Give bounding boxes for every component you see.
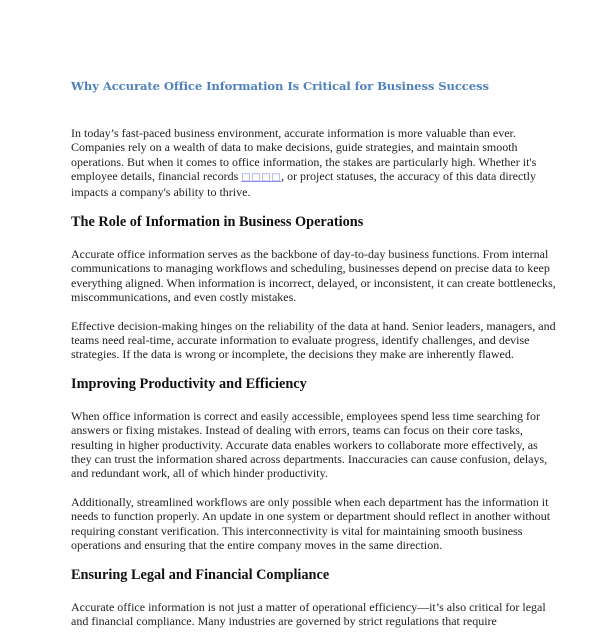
financial-records-link[interactable]: □□□□ (241, 171, 282, 183)
section-paragraph: Accurate office information is not just a matter of operational efficiency—it’s also critical for legal and financial compliance. Many industries are governed by strict regulations that require (71, 599, 546, 629)
section-paragraph: When office information is correct and easily accessible, employees spend less time searching for answers or fixing mistakes. Instead of dealing with errors, teams can focus on their core tasks, resulting in higher productivity. Accurate data enables workers to collaborate more effectively, as they can trust the information shared across departments. Inaccuracies can cause confusion, delays, and redundant work, all of which hinder productivity. (71, 409, 548, 481)
section-paragraph: Accurate office information serves as the backbone of day-to-day business functions. From internal communications to managing workflows and scheduling, businesses depend on precise data to keep everything aligned. When information is incorrect, delayed, or inconsistent, it can create bottlenecks, miscommunications, and even costly mistakes. (71, 246, 556, 304)
intro-text-after-link: , or project statuses, the accuracy of this data directly impacts a company's ability to thrive. (71, 168, 536, 200)
section-paragraph: Additionally, streamlined workflows are only possible when each department has the information it needs to function properly. An update in one system or department should reflect in another without requiring constant verification. This interconnectivity is vital for maintaining smooth business operations and ensuring that the entire company moves in the same direction. (71, 495, 551, 552)
document-title: Why Accurate Office Information Is Critical for Business Success (71, 79, 489, 93)
section-heading-compliance: Ensuring Legal and Financial Compliance (71, 566, 330, 583)
document-body (71, 126, 561, 643)
section-heading-productivity: Improving Productivity and Efficiency (71, 376, 307, 393)
intro-paragraph (71, 126, 561, 199)
section-heading-role-of-information: The Role of Information in Business Operations (71, 213, 364, 230)
intro-text-before-link: In today’s fast-paced business environment, accurate information is more valuable than ever. Companies rely on a wealth of data to make decisions, guide strategies, and maintain smooth operations. But when it comes to office information, the stakes are particularly high. Whether it's employee details, financial records (71, 126, 537, 183)
section-paragraph: Effective decision-making hinges on the reliability of the data at hand. Senior leaders, managers, and teams need real-time, accurate information to evaluate progress, identify challenges, and devise strategies. If the data is wrong or incomplete, the decisions they make are inherently flawed. (71, 318, 556, 362)
